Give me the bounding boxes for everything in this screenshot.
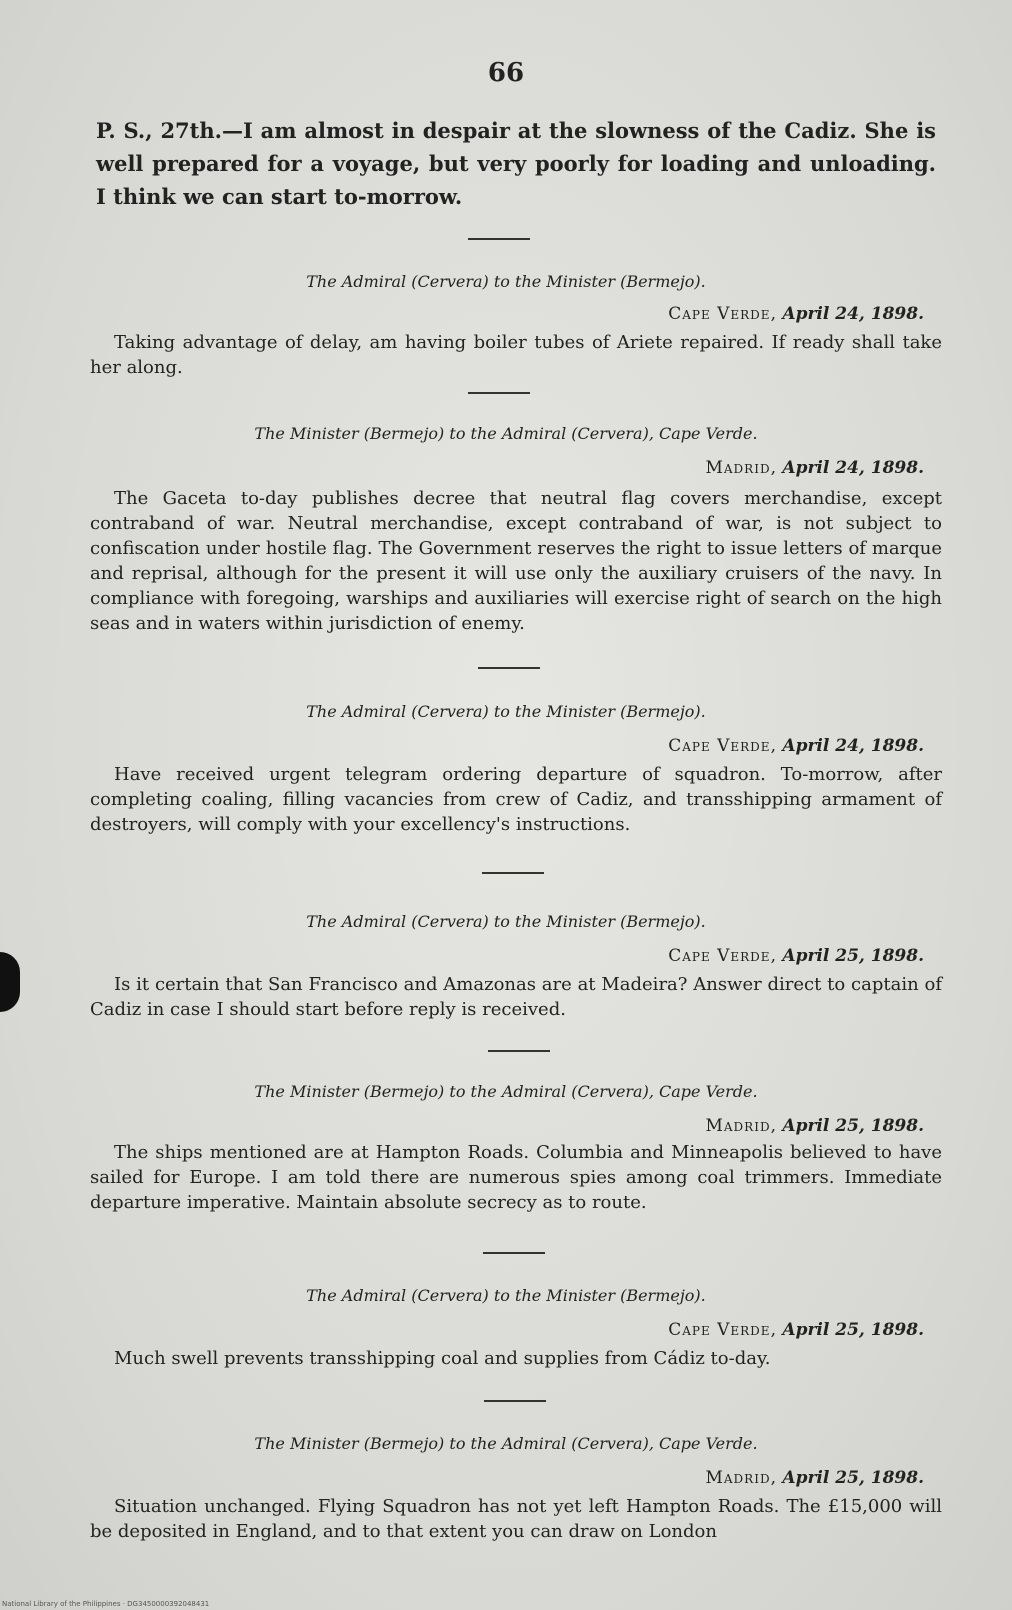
telegram-body: Is it certain that San Francisco and Amazonas are at Madeira? Answer direct to captain of Cadiz in case I should start before reply is received. — [90, 974, 942, 1020]
dateline-place: Cape Verde, — [668, 946, 777, 966]
telegram-dateline — [705, 458, 924, 478]
telegram-text — [90, 762, 942, 837]
scan-footer: National Library of the Philippines · DG3450000392048431 — [2, 1600, 210, 1608]
dateline-place: Madrid, — [705, 1116, 777, 1136]
telegram-text — [90, 1494, 942, 1544]
telegram-dateline — [668, 946, 924, 966]
dateline-date: April 24, 1898. — [782, 304, 924, 324]
dateline-date: April 24, 1898. — [782, 458, 924, 478]
telegram-body: Have received urgent telegram ordering departure of squadron. To-morrow, after completing coaling, filling vacancies from crew of Cadiz, and transshipping armament of destroyers, will comply with your excellency's instructions. — [90, 764, 942, 835]
dateline-place: Cape Verde, — [668, 304, 777, 324]
divider — [488, 1050, 550, 1052]
dateline-place: Cape Verde, — [668, 1320, 777, 1340]
telegram-dateline — [668, 304, 924, 324]
divider — [478, 667, 540, 669]
dateline-place: Madrid, — [705, 458, 777, 478]
telegram-heading: The Minister (Bermejo) to the Admiral (Cervera), Cape Verde. — [254, 1434, 758, 1453]
telegram-dateline — [705, 1116, 924, 1136]
telegram-heading: The Admiral (Cervera) to the Minister (Bermejo). — [306, 912, 706, 931]
divider — [468, 392, 530, 394]
telegram-body: Situation unchanged. Flying Squadron has not yet left Hampton Roads. The £15,000 will be deposited in England, and to that extent you can draw on London — [90, 1496, 942, 1542]
telegram-dateline — [668, 1320, 924, 1340]
telegram-heading: The Admiral (Cervera) to the Minister (Bermejo). — [306, 702, 706, 721]
telegram-heading: The Admiral (Cervera) to the Minister (Bermejo). — [306, 1286, 706, 1305]
dateline-place: Cape Verde, — [668, 736, 777, 756]
dateline-date: April 25, 1898. — [782, 1320, 924, 1340]
telegram-dateline — [668, 736, 924, 756]
dateline-place: Madrid, — [705, 1468, 777, 1488]
telegram-heading: The Admiral (Cervera) to the Minister (Bermejo). — [306, 272, 706, 291]
dateline-date: April 25, 1898. — [782, 946, 924, 966]
postscript: P. S., 27th.—I am almost in despair at the slowness of the Cadiz. She is well prepared for a voyage, but very poorly for loading and unloading. I think we can start to-morrow. — [96, 118, 936, 209]
dateline-date: April 24, 1898. — [782, 736, 924, 756]
binding-tab-mark — [0, 952, 20, 1012]
telegram-text — [90, 486, 942, 636]
telegram-body: The Gaceta to-day publishes decree that neutral flag covers merchandise, except contraband of war. Neutral merchandise, except contraband of war, is not subject to confiscation under hostile flag. The Government reserves the right to issue letters of marque and reprisal, although for the present it will use only the auxiliary cruisers of the navy. In compliance with foregoing, warships and auxiliaries will exercise right of search on the high seas and in waters within jurisdiction of enemy. — [90, 488, 942, 634]
divider — [484, 1400, 546, 1402]
telegram-text — [90, 330, 942, 380]
telegram-body: Taking advantage of delay, am having boiler tubes of Ariete repaired. If ready shall take her along. — [90, 332, 942, 378]
telegram-dateline — [705, 1468, 924, 1488]
telegram-text — [90, 972, 942, 1022]
telegram-text — [90, 1140, 942, 1215]
dateline-date: April 25, 1898. — [782, 1468, 924, 1488]
divider — [468, 238, 530, 240]
telegram-heading: The Minister (Bermejo) to the Admiral (Cervera), Cape Verde. — [254, 424, 758, 443]
telegram-body: The ships mentioned are at Hampton Roads. Columbia and Minneapolis believed to have sailed for Europe. I am told there are numerous spies among coal trimmers. Immediate departure imperative. Maintain absolute secrecy as to route. — [90, 1142, 942, 1213]
page-number: 66 — [487, 58, 525, 88]
dateline-date: April 25, 1898. — [782, 1116, 924, 1136]
telegram-body: Much swell prevents transshipping coal and supplies from Cádiz to-day. — [114, 1348, 771, 1369]
divider — [482, 872, 544, 874]
telegram-text — [90, 1346, 942, 1371]
divider — [483, 1252, 545, 1254]
telegram-heading: The Minister (Bermejo) to the Admiral (Cervera), Cape Verde. — [254, 1082, 758, 1101]
